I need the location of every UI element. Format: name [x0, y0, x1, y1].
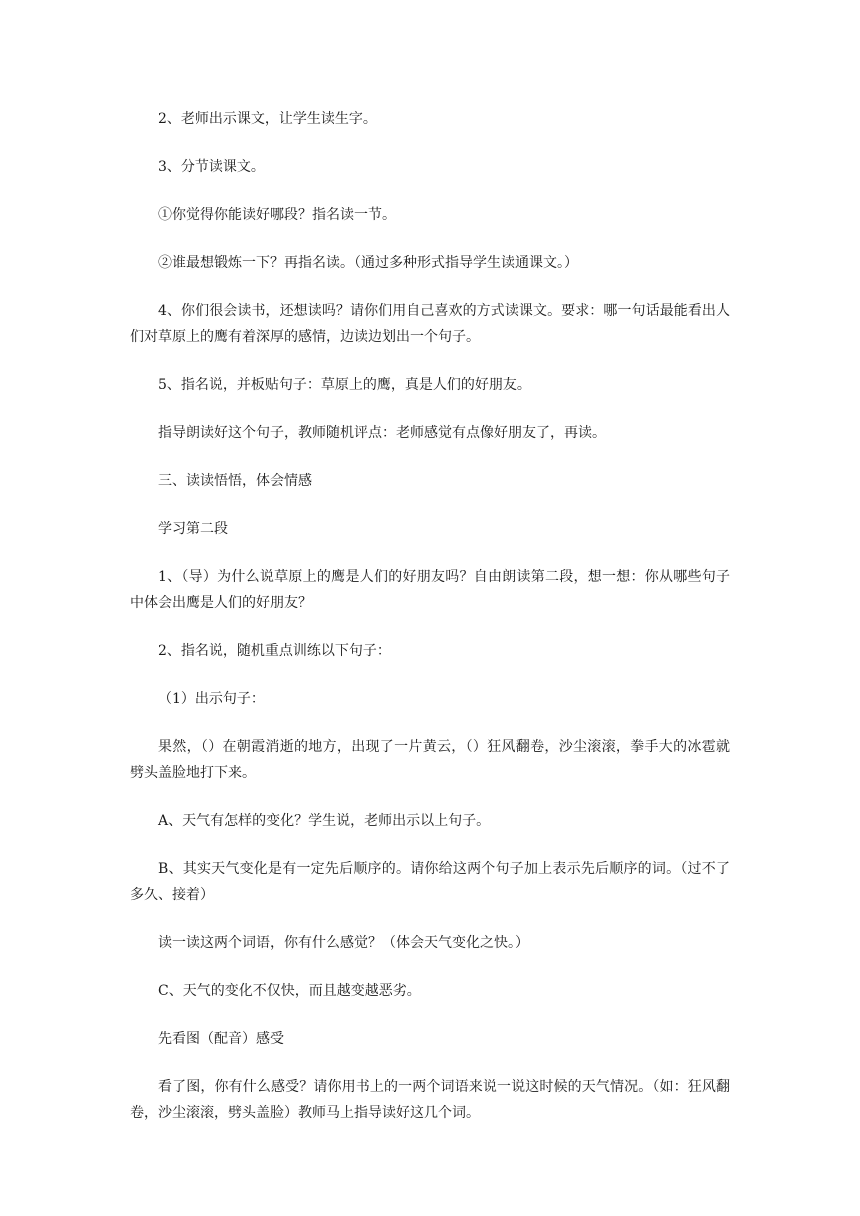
- paragraph: （1）出示句子：: [158, 691, 265, 707]
- document-body: [130, 106, 730, 1148]
- paragraph: 1、（导）为什么说草原上的鹰是人们的好朋友吗？自由朗读第二段，想一想：你从哪些句子中体会出鹰是人们的好朋友？: [130, 569, 730, 611]
- paragraph: 2、老师出示课文，让学生读生字。: [158, 111, 377, 127]
- paragraph: 3、分节读课文。: [158, 159, 265, 175]
- paragraph: 5、指名说，并板贴句子：草原上的鹰，真是人们的好朋友。: [158, 377, 531, 393]
- subsection-heading: 学习第二段: [158, 521, 228, 537]
- paragraph: A、天气有怎样的变化？学生说，老师出示以上句子。: [158, 813, 491, 829]
- paragraph: 果然，（）在朝霞消逝的地方，出现了一片黄云，（）狂风翻卷，沙尘滚滚，拳手大的冰雹就劈头盖脸地打下来。: [130, 739, 730, 781]
- paragraph: ②谁最想锻炼一下？再指名读。（通过多种形式指导学生读通课文。）: [158, 255, 578, 271]
- paragraph: 看了图，你有什么感受？请你用书上的一两个词语来说一说这时候的天气情况。（如：狂风翻卷，沙尘滚滚，劈头盖脸）教师马上指导读好这几个词。: [130, 1079, 730, 1121]
- paragraph: 4、你们很会读书，还想读吗？请你们用自己喜欢的方式读课文。要求：哪一句话最能看出人们对草原上的鹰有着深厚的感情，边读边划出一个句子。: [130, 303, 730, 345]
- paragraph: 2、指名说，随机重点训练以下句子：: [158, 643, 391, 659]
- paragraph: 指导朗读好这个句子，教师随机评点：老师感觉有点像好朋友了，再读。: [158, 425, 606, 441]
- paragraph: B、其实天气变化是有一定先后顺序的。请你给这两个句子加上表示先后顺序的词。（过不了多久、接着）: [130, 861, 730, 903]
- paragraph: 先看图（配音）感受: [158, 1031, 284, 1047]
- paragraph: ①你觉得你能读好哪段？指名读一节。: [158, 207, 396, 223]
- paragraph: C、天气的变化不仅快，而且越变越恶劣。: [158, 983, 421, 999]
- paragraph: 读一读这两个词语，你有什么感觉？（体会天气变化之快。）: [158, 935, 529, 951]
- section-heading: 三、读读悟悟，体会情感: [158, 473, 312, 489]
